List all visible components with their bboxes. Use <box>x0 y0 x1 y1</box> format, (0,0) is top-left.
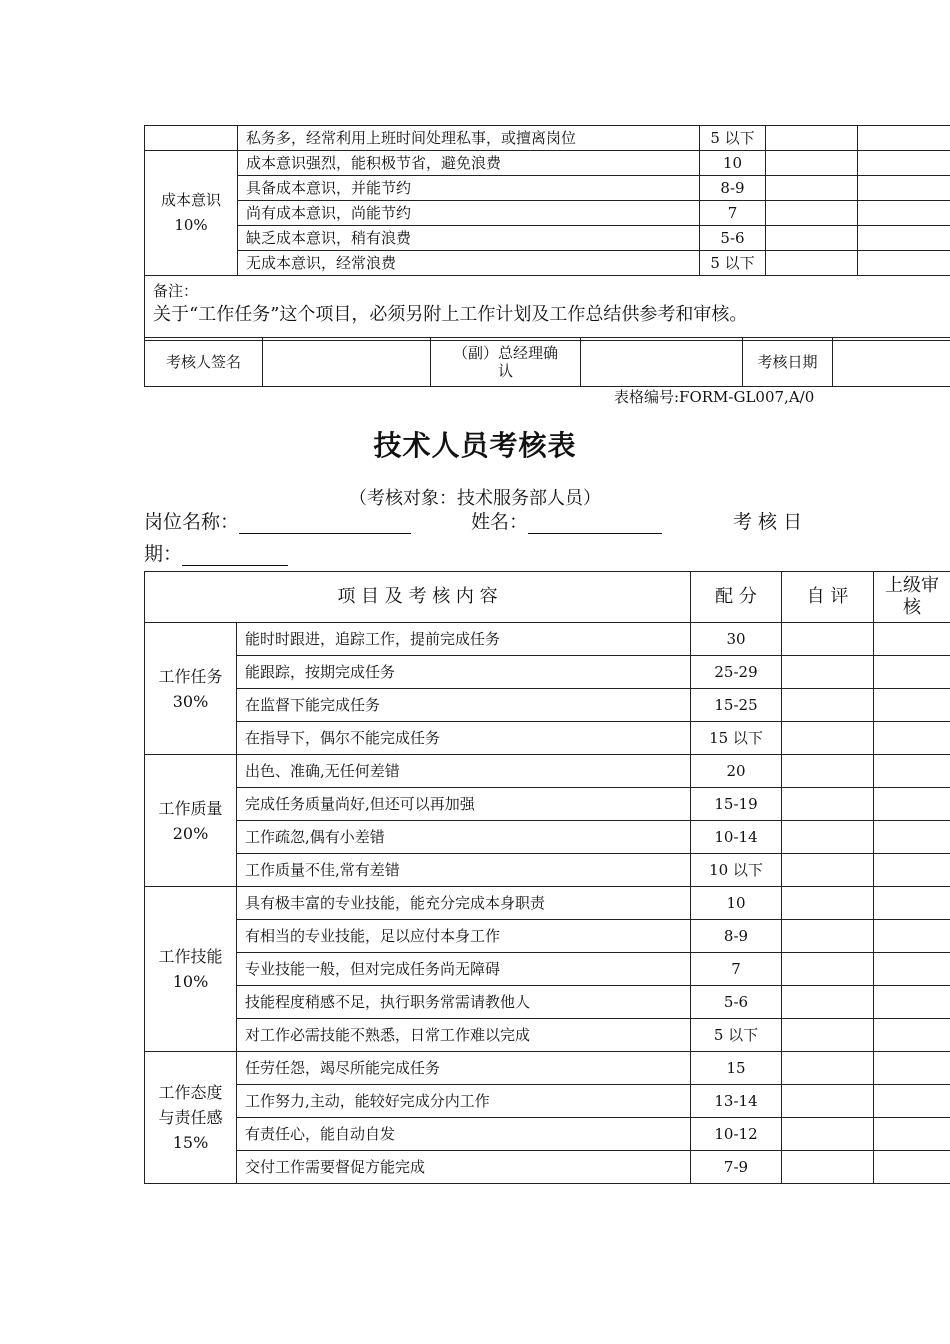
review-date-input[interactable] <box>182 545 288 566</box>
page-title: 技术人员考核表 <box>373 429 577 462</box>
remark-row <box>145 276 950 341</box>
gm-confirm-label <box>431 338 581 387</box>
score-range: 13-14 <box>691 1085 782 1118</box>
score-range: 10-12 <box>691 1118 782 1151</box>
reviewer-signature-field[interactable] <box>263 338 431 387</box>
score-range: 8-9 <box>691 920 782 953</box>
score-range: 5 以下 <box>700 251 766 276</box>
score-range: 30 <box>691 623 782 656</box>
self-review-cell[interactable] <box>766 226 858 251</box>
position-name-label: 岗位名称： <box>144 511 240 533</box>
review-date-label: 考核日期 <box>743 338 833 387</box>
table-row <box>145 251 950 276</box>
self-review-cell[interactable] <box>782 1151 874 1184</box>
header-superior-review <box>874 572 950 623</box>
category-name: 成本意识 <box>160 191 221 209</box>
superior-review-cell[interactable] <box>858 126 950 151</box>
superior-review-cell[interactable] <box>858 251 950 276</box>
score-range: 10 <box>691 887 782 920</box>
table-row <box>145 788 950 821</box>
review-date-label-part1: 考 核 日 <box>733 511 803 533</box>
employee-name-field <box>471 507 662 534</box>
remark-cell <box>145 276 950 341</box>
self-review-cell[interactable] <box>782 689 874 722</box>
signature-table <box>144 337 950 387</box>
table-row <box>145 854 950 887</box>
score-range: 10-14 <box>691 821 782 854</box>
self-review-cell[interactable] <box>766 151 858 176</box>
superior-review-cell[interactable] <box>874 986 950 1019</box>
self-review-cell[interactable] <box>782 986 874 1019</box>
score-range: 8-9 <box>700 176 766 201</box>
self-review-cell[interactable] <box>782 1052 874 1085</box>
self-review-cell[interactable] <box>766 201 858 226</box>
score-range: 5 以下 <box>691 1019 782 1052</box>
criteria-text: 能时时跟进，追踪工作，提前完成任务 <box>237 623 691 656</box>
remark-label: 备注： <box>153 282 199 300</box>
score-range: 7-9 <box>691 1151 782 1184</box>
category-label-line: 工作技能 <box>158 947 223 966</box>
position-name-input[interactable] <box>239 513 411 534</box>
category-label-line: 10% <box>172 972 209 991</box>
criteria-text: 有相当的专业技能，足以应付本身工作 <box>237 920 691 953</box>
superior-review-cell[interactable] <box>858 201 950 226</box>
category-cost-awareness <box>145 151 238 276</box>
gm-confirm-label-line2: 认 <box>497 362 513 380</box>
table-row <box>145 887 950 920</box>
score-range: 15 以下 <box>691 722 782 755</box>
table-row <box>145 755 950 788</box>
review-date-field[interactable] <box>833 338 950 387</box>
self-review-cell[interactable] <box>782 1118 874 1151</box>
superior-review-cell[interactable] <box>874 656 950 689</box>
score-range: 25-29 <box>691 656 782 689</box>
criteria-text: 缺乏成本意识，稍有浪费 <box>238 226 700 251</box>
score-range: 5-6 <box>700 226 766 251</box>
superior-review-cell[interactable] <box>874 1052 950 1085</box>
criteria-text: 技能程度稍感不足，执行职务常需请教他人 <box>237 986 691 1019</box>
self-review-cell[interactable] <box>766 126 858 151</box>
category-label-line: 工作态度 <box>158 1083 223 1102</box>
table-row <box>145 151 950 176</box>
score-range: 5 以下 <box>700 126 766 151</box>
criteria-text: 出色、准确,无任何差错 <box>237 755 691 788</box>
score-range: 7 <box>691 953 782 986</box>
reviewer-signature-label: 考核人签名 <box>145 338 263 387</box>
criteria-text: 工作质量不佳,常有差错 <box>237 854 691 887</box>
score-range: 10 <box>700 151 766 176</box>
table-row <box>145 1118 950 1151</box>
table-row <box>145 1019 950 1052</box>
self-review-cell[interactable] <box>782 920 874 953</box>
position-name-field <box>144 507 411 534</box>
superior-review-cell[interactable] <box>874 788 950 821</box>
table-row <box>145 722 950 755</box>
header-superior-line2: 核 <box>903 597 921 618</box>
criteria-text: 具备成本意识，并能节约 <box>238 176 700 201</box>
score-range: 15-25 <box>691 689 782 722</box>
top-evaluation-table <box>144 125 950 341</box>
employee-name-label: 姓名： <box>471 511 529 533</box>
self-review-cell[interactable] <box>782 755 874 788</box>
gm-confirm-label-line1: （副）总经理确 <box>452 344 558 362</box>
category-label-line: 工作任务 <box>158 666 223 686</box>
score-range: 10 以下 <box>691 854 782 887</box>
category-label-line: 工作质量 <box>158 798 223 818</box>
self-review-cell[interactable] <box>782 854 874 887</box>
superior-review-cell[interactable] <box>858 226 950 251</box>
self-review-cell[interactable] <box>782 953 874 986</box>
criteria-text: 成本意识强烈，能积极节省，避免浪费 <box>238 151 700 176</box>
category-cell <box>145 1052 237 1184</box>
score-range: 5-6 <box>691 986 782 1019</box>
remark-text: 关于“工作任务”这个项目，必须另附上工作计划及工作总结供参考和审核。 <box>153 304 748 325</box>
header-superior-line1: 上级审 <box>885 575 939 597</box>
header-content: 项 目 及 考 核 内 容 <box>145 572 691 623</box>
superior-review-cell[interactable] <box>874 722 950 755</box>
self-review-cell[interactable] <box>782 623 874 656</box>
self-review-cell[interactable] <box>782 1019 874 1052</box>
category-cell <box>145 126 238 151</box>
category-label-line: 30% <box>172 691 209 711</box>
criteria-text: 工作疏忽,偶有小差错 <box>237 821 691 854</box>
superior-review-cell[interactable] <box>874 689 950 722</box>
superior-review-cell[interactable] <box>874 854 950 887</box>
superior-review-cell[interactable] <box>874 1151 950 1184</box>
category-cell <box>145 887 237 1052</box>
review-date-label-part2: 期： <box>144 543 183 565</box>
self-review-cell[interactable] <box>782 821 874 854</box>
criteria-text: 交付工作需要督促方能完成 <box>237 1151 691 1184</box>
review-date-field-line2 <box>144 539 288 566</box>
table-row <box>145 201 950 226</box>
tech-staff-evaluation-table <box>144 571 950 1184</box>
category-label-line: 与责任感 <box>158 1108 223 1127</box>
criteria-text: 能跟踪，按期完成任务 <box>237 656 691 689</box>
criteria-text: 在监督下能完成任务 <box>237 689 691 722</box>
table-row <box>145 656 950 689</box>
superior-review-cell[interactable] <box>874 623 950 656</box>
category-label-line: 15% <box>172 1133 209 1152</box>
criteria-text: 无成本意识，经常浪费 <box>238 251 700 276</box>
superior-review-cell[interactable] <box>874 1019 950 1052</box>
superior-review-cell[interactable] <box>874 1118 950 1151</box>
table-row <box>145 176 950 201</box>
header-score: 配 分 <box>691 572 782 623</box>
self-review-cell[interactable] <box>766 176 858 201</box>
superior-review-cell[interactable] <box>858 176 950 201</box>
score-range: 15-19 <box>691 788 782 821</box>
criteria-text: 尚有成本意识，尚能节约 <box>238 201 700 226</box>
table-row <box>145 920 950 953</box>
criteria-text: 工作努力,主动，能较好完成分内工作 <box>237 1085 691 1118</box>
table-row <box>145 953 950 986</box>
table-row <box>145 689 950 722</box>
self-review-cell[interactable] <box>782 887 874 920</box>
superior-review-cell[interactable] <box>874 755 950 788</box>
table-row <box>145 1151 950 1184</box>
table-row <box>145 623 950 656</box>
form-code: 表格编号:FORM-GL007,A/0 <box>614 388 815 406</box>
category-cell <box>145 755 237 887</box>
criteria-text: 专业技能一般，但对完成任务尚无障碍 <box>237 953 691 986</box>
superior-review-cell[interactable] <box>874 920 950 953</box>
gm-confirm-field[interactable] <box>581 338 743 387</box>
self-review-cell[interactable] <box>782 722 874 755</box>
self-review-cell[interactable] <box>782 1085 874 1118</box>
superior-review-cell[interactable] <box>874 821 950 854</box>
criteria-text: 对工作必需技能不熟悉，日常工作难以完成 <box>237 1019 691 1052</box>
category-cell <box>145 623 237 755</box>
criteria-text: 有责任心，能自动自发 <box>237 1118 691 1151</box>
score-range: 7 <box>700 201 766 226</box>
criteria-text: 在指导下，偶尔不能完成任务 <box>237 722 691 755</box>
criteria-text: 任劳任怨，竭尽所能完成任务 <box>237 1052 691 1085</box>
header-self-review: 自 评 <box>782 572 874 623</box>
criteria-text: 完成任务质量尚好,但还可以再加强 <box>237 788 691 821</box>
superior-review-cell[interactable] <box>874 887 950 920</box>
criteria-text: 具有极丰富的专业技能，能充分完成本身职责 <box>237 887 691 920</box>
criteria-text: 私务多，经常利用上班时间处理私事，或擅离岗位 <box>238 126 700 151</box>
table-row <box>145 226 950 251</box>
category-weight: 10% <box>174 216 208 234</box>
table-row <box>145 126 950 151</box>
superior-review-cell[interactable] <box>874 1085 950 1118</box>
score-range: 15 <box>691 1052 782 1085</box>
self-review-cell[interactable] <box>766 251 858 276</box>
table-row <box>145 986 950 1019</box>
self-review-cell[interactable] <box>782 788 874 821</box>
page-subtitle: （考核对象：技术服务部人员） <box>349 488 601 509</box>
employee-name-input[interactable] <box>528 513 662 534</box>
table-row <box>145 1052 950 1085</box>
category-label-line: 20% <box>172 823 209 843</box>
table-row <box>145 1085 950 1118</box>
table-row <box>145 821 950 854</box>
score-range: 20 <box>691 755 782 788</box>
superior-review-cell[interactable] <box>858 151 950 176</box>
self-review-cell[interactable] <box>782 656 874 689</box>
superior-review-cell[interactable] <box>874 953 950 986</box>
